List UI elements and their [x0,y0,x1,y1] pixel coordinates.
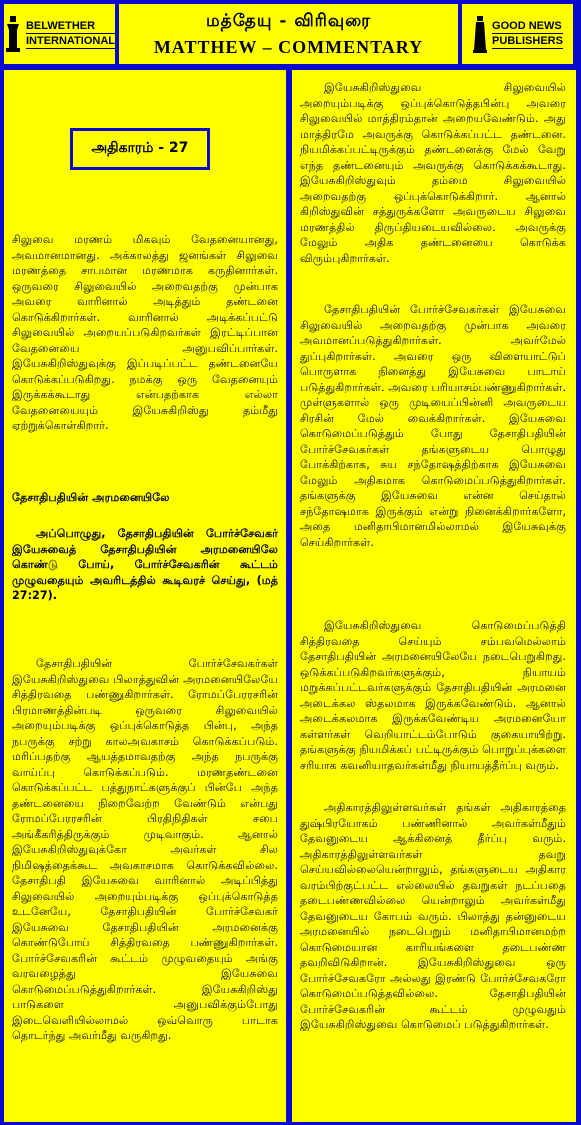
right-paragraph-2: தேசாதிபதியின் போர்ச்சேவகர்கள் இயேசுவை சிலுவையில் அறைவதற்கு முன்பாக அவரை அவமானப்படுத்துகிறார்கள். அவர்மேல் துப்புகிறார்கள். அவரை ஒரு விளையாட்டுப் பொருளாக நினைத்து இயேசுவை பாடாய் படுத்துகிறார்கள். அவரை பரியாசம்பண்ணுகிறார்கள். முள்ளுகளால் ஒரு முடியைப்பின்னி அவருடைய சிரசின் மேல் வைக்கிறார்கள். இயேசுவை கொடுமைப்படுத்தும் போது தேசாதிபதியின் போர்ச்சேவகர்கள் தங்களுடைய பொழுது போக்கிற்காக, சுய சந்தோஷத்திற்காக இயேசுவை மேலும் அதிகமாக கொடுமைப்படுத்துகிறார்கள். தங்களுக்கு இயேசுவை என்ன செய்தால் சந்தோஷமாக இருக்கும் என்று நினைக்கிறார்களோ, அதை மனிதாபிமானமில்லாமல் இயேசுவுக்கு செய்கிறார்கள். [300,303,566,549]
good-news-logo [460,2,575,66]
right-paragraph-4: அதிகாரத்திலுள்ளவர்கள் தங்கள் அதிகாரத்தை துஷ்பிரயோகம் பண்ணினால் அவர்கள்மீதும் தேவனுடைய ஆக்கினைத் தீர்ப்பு வரும். அதிகாரத்திலுள்ளவர்கள் தவறு செய்யவில்லையென்றாலும், தங்களுடைய அதிகார வரம்பிற்குட்பட்ட எல்லையில் தவறுகள் நடப்பதை தடைபண்ணவில்லை யென்றாலும் அவர்கள்மீது தேவனுடைய கோபம் வரும். பிலாத்து தன்னுடைய அரமனையில் நடைபெறும் மனிதாபிமானமற்ற கொடுமையான காரியங்களை தடைபண்ண தவறிவிடுகிறான். இயேசுகிறிஸ்துவை ஒரு போர்ச்சேவகரோ அல்லது இரண்டு போர்ச்சேவகரோ கொடுமைப்படுத்தவில்லை. தேசாதிபதியின் போர்ச்சேவகரின் கூட்டம் முழுவதும் இயேசுகிறிஸ்துவை கொடுமைப் படுத்துகிறார்கள். [300,801,566,1031]
left-paragraph-1: சிலுவை மரணம் மிகவும் வேதனையானது, அவமானமானது. அக்காலத்து ஜனங்கள் சிலுவை மரணத்தை சாபமான மரணமாக கருதினார்கள். ஒருவரை சிலுவையில் அறைவதற்கு முன்பாக அவரை வாரினால் அடித்தும் தண்டனை கொடுக்கிறார்கள். வாரினால் அடிக்கப்பட்டு சிலுவையில் அறையப்படுகிறவர்கள் இரட்டிப்பான வேதனையை அனுபவிப்பார்கள். இயேசுகிறிஸ்துவுக்கு இப்படிப்பட்ட தண்டனையே கொடுக்கப்படுகிறது. நமக்கு ஒரு வேதனையும் இருக்கக்கூடாது என்பதற்காக எல்லா வேதனையையும் இயேசுகிறிஸ்து தம்மீது ஏற்றுக்கொள்கிறார். [12,233,278,432]
title-tamil: மத்தேயு - விரிவுரை [205,10,372,31]
logo-left-line2: INTERNATIONAL [25,35,115,47]
title-block [117,2,460,66]
right-paragraph-1: இயேசுகிறிஸ்துவை சிலுவையில் அறையும்படிக்கு ஒப்புக்கொடுத்தபின்பு அவரை சிலுவையில் மாத்திரம்தான் அறையவேண்டும். அது மாத்திரமே அவருக்கு கொடுக்கப்பட்ட தண்டனை. நியமிக்கப்பட்டிருக்கும் தண்டனைக்கு மேல் வேறு எந்த தண்டனையும் அவருக்கு கொடுக்கக்கூடாது. இயேசுகிறிஸ்துவும் தம்மை சிலுவையில் அறைவதற்கு ஒப்புக்கொடுக்கிறார். ஆனால் கிறிஸ்துவின் சத்துருக்களோ அவருடைய சிலுவை மரணத்தில் திருப்தியடையவில்லை. அவருக்கு மேலும் அதிக தண்டனையை கொடுக்க விரும்புகிறார்கள். [300,81,566,265]
left-paragraph-2: தேசாதிபதியின் போர்ச்சேவகர்கள் இயேசுகிறிஸ்துவை பிலாத்துவின் அரமனையிலேயே சித்திரவதை பண்ணுகிறார்கள். ரோமப்பேரரசரின் பிரமாணத்தின்படி ஒருவரை சிலுவையில் அறையும்படிக்கு ஒப்புக்கொடுத்த பின்பு, அந்த நபருக்கு சற்று காலஅவகாசம் கொடுக்கப்படும். மரிப்பதற்கு ஆயத்தமாவதற்கு அந்த நபருக்கு வாய்ப்பு கொடுக்கப்படும். மரணதண்டனை கொடுக்கப்பட்ட பத்துநாட்களுக்குப் பின்பே அந்த தண்டனையை நிறைவேற்ற வேண்டும் என்பது ரோமப்பேரரசரின் பிரதிநிதிகள் சபை அங்கீகரித்திருக்கும் முடிவாகும். ஆனால் இயேசுகிறிஸ்துவுக்கோ அவர்கள் சில நிமிஷத்தைக்கூட அவகாசமாக கொடுக்கவில்லை. தேசாதிபதி இயேசுவை வாரினால் அடிப்பித்து சிலுவையில் அறையும்படிக்கு ஒப்புக்கொடுத்த உடனேயே, தேசாதிபதியின் போர்ச்சேவகர் இயேசுவை தேசாதிபதியின் அரமனைக்கு கொண்டுபோய் சித்திரவதை பண்ணுகிறார்கள். போர்ச்சேவகரின் கூட்டம் முழுவதையும் அங்கு வரவழைத்து இயேசுவை கொடுமைப்படுத்துகிறார்கள். இயேசுகிறிஸ்து பாடுகளை அனுபவிக்கும்போது இடைவெளியில்லாமல் ஒவ்வொரு பாடாக தொடர்ந்து அவர்மீது வருகிறது. [12,657,278,1042]
scripture-verse: அப்பொழுது, தேசாதிபதியின் போர்ச்சேவகர் இயேசுவைத் தேசாதிபதியின் அரமனையிலே கொண்டு போய், போர்ச்சேவகரின் கூட்டம் முழுவதையும் அவரிடத்தில் கூடிவரச் செய்து, (மத் 27:27). [12,527,278,602]
left-column [4,70,286,1122]
title-english: MATTHEW – COMMENTARY [153,36,424,57]
right-column [292,70,576,1122]
bellwether-logo [2,2,117,66]
logo-right-line2: PUBLISHERS [492,35,563,47]
lighthouse-icon [472,14,488,54]
logo-left-line1: BELWETHER [26,19,115,34]
section-heading: தேசாதிபதியின் அரமனையிலே [12,491,170,504]
bell-tower-icon [4,14,22,54]
chapter-label: அதிகாரம் - 27 [70,128,210,170]
right-paragraph-3: இயேசுகிறிஸ்துவை கொடுமைப்படுத்தி சித்திரவதை செய்யும் சம்பவமெல்லாம் தேசாதிபதியின் அரமனையிலேயே நடைபெறுகிறது. ஒடுக்கப்படுகிறவர்களுக்கும், நியாயம் மறுக்கப்பட்டவர்களுக்கும் தேசாதிபதியின் அரமனை அடைக்கல ஸ்தலமாக இருக்கவேண்டும். ஆனால் அடைக்கலமாக இருக்கவேண்டிய அரமனையோ கள்ளர்கள் வெறியாட்டம்போடும் குகையாயிற்று. தங்களுக்கு நியமிக்கப் பட்டிருக்கும் பொறுப்புக்களை சரியாக கவனியாதவர்கள்மீது நியாயத்தீர்ப்பு வரும். [300,619,566,772]
logo-right-line1: GOOD NEWS [492,20,562,32]
header [2,2,575,66]
